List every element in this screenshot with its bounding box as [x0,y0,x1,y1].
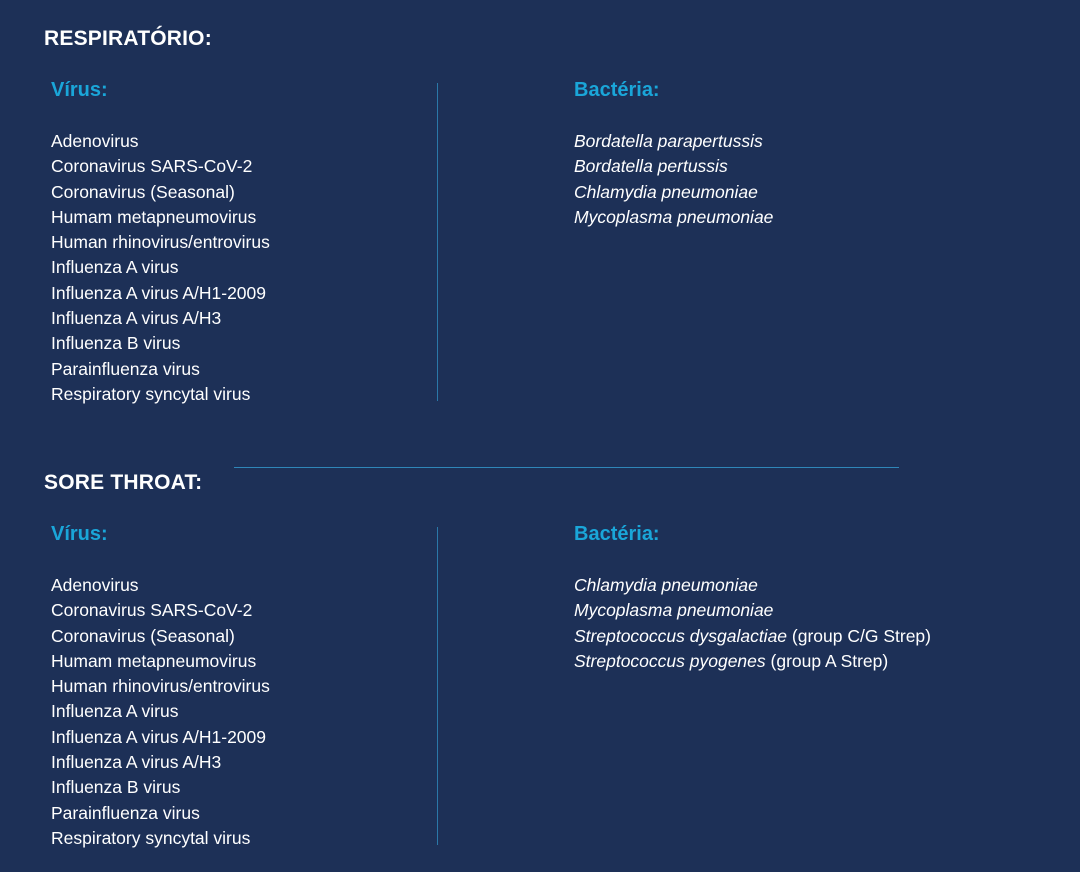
list-item: Human rhinovirus/entrovirus [51,676,270,697]
virus-list [51,573,270,851]
bacteria-heading: Bactéria: [574,523,660,545]
species-name: Streptococcus dysgalactiae [574,625,788,646]
list-item: Influenza A virus A/H1-2009 [51,282,266,303]
section-title: SORE THROAT: [44,471,203,494]
list-item: Influenza A virus [51,701,179,722]
list-item: Influenza A virus [51,257,179,278]
bacteria-list [574,573,931,674]
virus-heading: Vírus: [51,523,108,545]
bacteria-list [574,129,773,230]
list-item: Coronavirus SARS-CoV-2 [51,156,253,177]
list-item: Influenza A virus A/H1-2009 [51,726,266,747]
list-item: Respiratory syncytal virus [51,383,251,404]
list-item [574,598,931,623]
list-item: Respiratory syncytal virus [51,827,251,848]
column-divider [437,83,438,401]
list-item: Humam metapneumovirus [51,650,257,671]
list-item [574,129,773,154]
section-title: RESPIRATÓRIO: [44,27,212,50]
list-item [574,205,773,230]
list-item [574,154,773,179]
species-name: Bordatella parapertussis [574,131,763,151]
species-note: (group C/G Strep) [787,625,931,646]
list-item: Influenza A virus A/H3 [51,752,222,773]
list-item: Parainfluenza virus [51,358,200,379]
list-item: Coronavirus SARS-CoV-2 [51,600,253,621]
bacteria-heading: Bactéria: [574,79,660,101]
species-name: Chlamydia pneumoniae [574,181,758,202]
list-item [574,573,931,598]
virus-list [51,129,270,407]
title-rule [234,467,899,468]
species-name: Mycoplasma pneumoniae [574,206,774,227]
list-item: Influenza B virus [51,777,181,798]
list-item: Influenza A virus A/H3 [51,308,222,329]
list-item: Adenovirus [51,575,139,595]
list-item: Humam metapneumovirus [51,206,257,227]
list-item: Adenovirus [51,131,139,151]
list-item: Parainfluenza virus [51,802,200,823]
list-item: Coronavirus (Seasonal) [51,625,235,646]
species-name: Bordatella pertussis [574,156,728,177]
virus-heading: Vírus: [51,79,108,101]
list-item: Human rhinovirus/entrovirus [51,232,270,253]
column-divider [437,527,438,845]
list-item [574,649,931,674]
list-item [574,180,773,205]
list-item: Coronavirus (Seasonal) [51,181,235,202]
list-item: Influenza B virus [51,333,181,354]
species-name: Chlamydia pneumoniae [574,575,758,595]
species-note: (group A Strep) [765,650,889,671]
species-name: Streptococcus pyogenes [574,650,766,671]
species-name: Mycoplasma pneumoniae [574,600,774,621]
list-item [574,624,931,649]
